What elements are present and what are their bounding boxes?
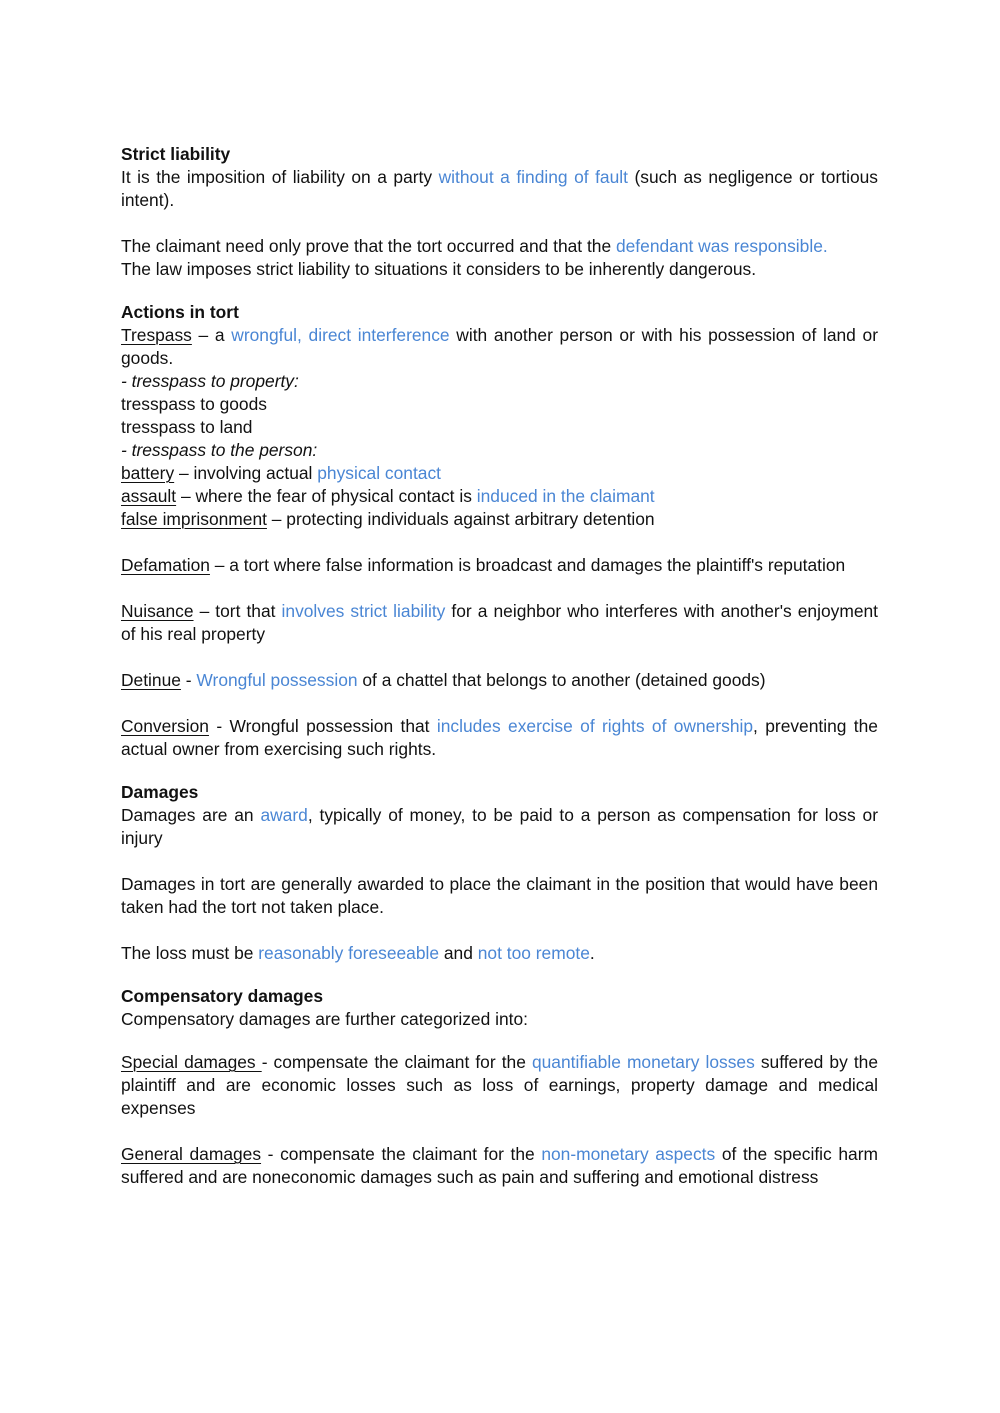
text: – a — [191, 325, 232, 345]
term-false-imprisonment: false imprisonment — [121, 509, 267, 529]
highlighted-phrase: reasonably foreseeable — [258, 943, 440, 963]
term-general-damages: General damages — [121, 1144, 262, 1164]
term-special-damages: Special damages — [121, 1052, 262, 1072]
detinue-definition — [121, 669, 878, 692]
nuisance-definition — [121, 600, 878, 646]
text: The claimant need only prove that the tort occurred and that the — [121, 236, 616, 256]
strict-liability-law: The law imposes strict liability to situations it considers to be inherently dangerous. — [121, 259, 757, 279]
trespass-property-label: - tresspass to property: — [121, 371, 299, 391]
highlighted-phrase: involves strict liability — [281, 601, 446, 621]
term-trespass: Trespass — [121, 325, 192, 345]
text: , preventing the actual owner from exercising such rights. — [121, 716, 878, 759]
highlighted-phrase: defendant was responsible. — [615, 236, 828, 256]
text: The loss must be — [121, 943, 259, 963]
text: (such as negligence or tortious intent). — [121, 167, 878, 210]
trespass-land: tresspass to land — [121, 417, 253, 437]
heading-strict-liability: Strict liability — [121, 144, 231, 164]
trespass-person-label: - tresspass to the person: — [121, 440, 318, 460]
highlighted-phrase: Wrongful possession — [196, 670, 358, 690]
highlighted-phrase: includes exercise of rights of ownership — [436, 716, 754, 736]
text: – where the fear of physical contact is — [176, 486, 477, 506]
highlighted-phrase: quantifiable monetary losses — [531, 1052, 755, 1072]
text: and — [439, 943, 478, 963]
text: - Wrongful possession that — [208, 716, 437, 736]
defamation-definition — [121, 554, 878, 577]
damages-loss — [121, 942, 878, 965]
document-page — [121, 143, 878, 1189]
text: - compensate the claimant for the — [261, 1052, 532, 1072]
assault-line — [121, 485, 878, 508]
term-defamation: Defamation — [121, 555, 210, 575]
highlighted-phrase: physical contact — [317, 463, 441, 483]
false-imprisonment-line — [121, 508, 878, 531]
heading-actions-in-tort: Actions in tort — [121, 302, 239, 322]
highlighted-phrase: non-monetary aspects — [541, 1144, 716, 1164]
highlighted-phrase: without a finding of fault — [438, 167, 628, 187]
damages-in-tort: Damages in tort are generally awarded to place the claimant in the position that would have been taken had the tort not taken place. — [121, 874, 878, 917]
text: It is the imposition of liability on a party — [121, 167, 439, 187]
trespass-goods: tresspass to goods — [121, 394, 267, 414]
heading-damages: Damages — [121, 782, 199, 802]
term-conversion: Conversion — [121, 716, 209, 736]
text: suffered by the plaintiff and are economic losses such as loss of earnings, property damage and medical expenses — [121, 1052, 878, 1118]
text: – protecting individuals against arbitrary detention — [266, 509, 655, 529]
term-detinue: Detinue — [121, 670, 181, 690]
conversion-definition — [121, 715, 878, 761]
text: – a tort where false information is broadcast and damages the plaintiff's reputation — [209, 555, 846, 575]
general-damages-definition — [121, 1143, 878, 1189]
text: – involving actual — [174, 463, 318, 483]
text: Damages are an — [121, 805, 261, 825]
text: of the specific harm suffered and are noneconomic damages such as pain and suffering and emotional distress — [121, 1144, 878, 1187]
text: with another person or with his possession of land or goods. — [121, 325, 879, 368]
compensatory-intro: Compensatory damages are further categorized into: — [121, 1009, 528, 1029]
highlighted-phrase: award — [260, 805, 308, 825]
term-assault: assault — [121, 486, 177, 506]
battery-line — [121, 462, 878, 485]
text: – tort that — [193, 601, 282, 621]
strict-liability-definition — [121, 166, 878, 212]
text: of a chattel that belongs to another (detained goods) — [357, 670, 766, 690]
special-damages-definition — [121, 1051, 878, 1120]
highlighted-phrase: not too remote — [477, 943, 590, 963]
damages-definition — [121, 804, 878, 850]
highlighted-phrase: induced in the claimant — [476, 486, 655, 506]
strict-liability-claimant — [121, 235, 878, 258]
heading-compensatory-damages: Compensatory damages — [121, 986, 323, 1006]
highlighted-phrase: wrongful, direct interference — [231, 325, 450, 345]
text: - — [180, 670, 197, 690]
term-nuisance: Nuisance — [121, 601, 194, 621]
text: , typically of money, to be paid to a person as compensation for loss or injury — [121, 805, 878, 848]
text: . — [589, 943, 595, 963]
trespass-definition — [121, 324, 878, 370]
text: - compensate the claimant for the — [261, 1144, 542, 1164]
text: for a neighbor who interferes with another's enjoyment of his real property — [121, 601, 878, 644]
term-battery: battery — [121, 463, 175, 483]
